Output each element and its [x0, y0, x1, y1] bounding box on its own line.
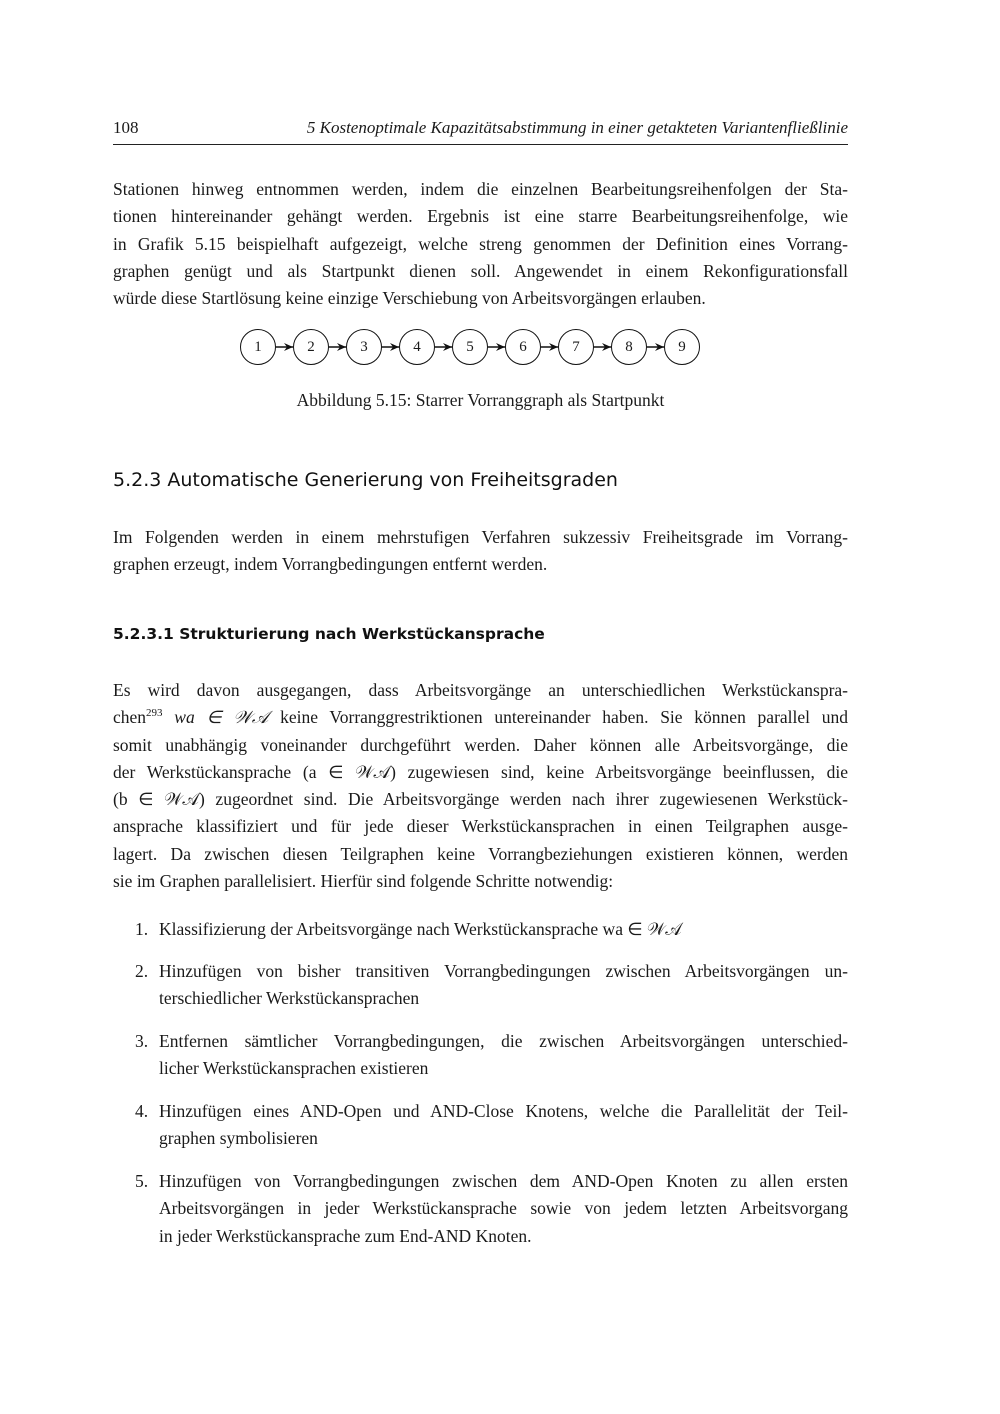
list-number: 5. [135, 1171, 149, 1191]
text-line: Klassifizierung der Arbeitsvorgänge nach Werkstückansprache wa ∈ 𝒲𝒜 [159, 919, 682, 939]
text-line: Hinzufügen von Vorrangbedingungen zwischen dem AND-Open Knoten zu allen ersten [159, 1171, 848, 1191]
text-line: (b ∈ 𝒲𝒜) zugeordnet sind. Die Arbeitsvorgänge werden nach ihrer zugewiesenen Werkstück- [113, 789, 848, 810]
graph-node: 4 [399, 329, 435, 365]
text-line: Hinzufügen eines AND-Open und AND-Close Knotens, welche die Parallelität der Teil- [159, 1101, 848, 1121]
text-line: sie im Graphen parallelisiert. Hierfür sind folgende Schritte notwendig: [113, 871, 614, 892]
running-title: 5 Kostenoptimale Kapazitätsabstimmung in einer getakteten Variantenfließlinie [306, 118, 848, 137]
text-line: Stationen hinweg entnommen werden, indem die einzelnen Bearbeitungsreihenfolgen der Sta- [113, 179, 848, 199]
text-line: würde diese Startlösung keine einzige Verschiebung von Arbeitsvorgängen erlauben. [113, 288, 706, 309]
math-fragment: wa ∈ 𝒲𝒜 [162, 707, 269, 728]
graph-node: 3 [346, 329, 382, 365]
text-line: der Werkstückansprache (a ∈ 𝒲𝒜) zugewiesen sind, keine Arbeitsvorgänge beeinflussen, die [113, 761, 848, 782]
list-number: 1. [135, 919, 149, 939]
graph-node: 6 [505, 329, 541, 365]
graph-node: 1 [240, 329, 276, 365]
list-text [159, 958, 848, 1013]
page-header [113, 116, 848, 145]
figure-caption: Abbildung 5.15: Starrer Vorranggraph als Startpunkt [296, 390, 665, 410]
list-number: 3. [135, 1031, 149, 1051]
list-number: 4. [135, 1101, 149, 1121]
text-line: in Grafik 5.15 beispielhaft aufgezeigt, welche streng genommen der Definition eines Vorrang- [113, 233, 848, 254]
graph-node: 2 [293, 329, 329, 365]
text-line: Arbeitsvorgängen in jeder Werkstückansprache sowie von jedem letzten Arbeitsvorgang [159, 1198, 848, 1219]
text-line: in jeder Werkstückansprache zum End-AND Knoten. [159, 1225, 532, 1246]
text-fragment: chen [113, 707, 147, 728]
text-line: licher Werkstückansprachen existieren [159, 1058, 429, 1079]
list-text [159, 1028, 848, 1083]
text-line: terschiedlicher Werkstückansprachen [159, 988, 420, 1009]
text-line: lagert. Da zwischen diesen Teilgraphen keine Vorrangbeziehungen existieren können, werden [113, 843, 848, 864]
list-text [159, 1098, 848, 1153]
graph-node: 7 [558, 329, 594, 365]
text-line: Entfernen sämtlicher Vorrangbedingungen, die zwischen Arbeitsvorgängen unterschied- [159, 1031, 848, 1051]
text-line: graphen symbolisieren [159, 1128, 318, 1149]
text-line: somit unabhängig voneinander durchgeführt werden. Daher können alle Arbeitsvorgänge, die [113, 734, 848, 755]
section-paragraph [113, 524, 848, 579]
text-line: graphen genügt und als Startpunkt dienen soll. Angewendet in einem Rekonfigurationsfall [113, 260, 848, 281]
text-fragment: keine Vorranggrestriktionen untereinander haben. Sie können parallel und [268, 707, 849, 728]
text-line: ansprache klassifiziert und für jede dieser Werkstückansprachen in einen Teilgraphen ausge- [113, 816, 848, 837]
subsection-paragraph [113, 677, 848, 895]
graph-node: 5 [452, 329, 488, 365]
subsection-heading: 5.2.3.1 Strukturierung nach Werkstückansprache [113, 625, 545, 643]
precedence-graph-figure [240, 329, 710, 369]
graph-node: 8 [611, 329, 647, 365]
page-number: 108 [113, 118, 139, 137]
text-line: Hinzufügen von bisher transitiven Vorrangbedingungen zwischen Arbeitsvorgängen un- [159, 961, 848, 981]
text-line: Es wird davon ausgegangen, dass Arbeitsvorgänge an unterschiedlichen Werkstückanspra- [113, 680, 848, 700]
list-text [159, 1168, 848, 1250]
list-number: 2. [135, 961, 149, 981]
list-text [159, 916, 848, 943]
text-line: tionen hintereinander gehängt werden. Ergebnis ist eine starre Bearbeitungsreihenfolge, wie [113, 206, 848, 227]
text-line: graphen erzeugt, indem Vorrangbedingungen entfernt werden. [113, 554, 548, 575]
intro-paragraph [113, 176, 848, 312]
text-line-with-footnote [113, 704, 848, 731]
graph-node: 9 [664, 329, 700, 365]
footnote-marker[interactable]: 293 [146, 707, 163, 720]
section-heading: 5.2.3 Automatische Generierung von Freiheitsgraden [113, 469, 618, 491]
text-line: Im Folgenden werden in einem mehrstufigen Verfahren sukzessiv Freiheitsgrade im Vorrang- [113, 527, 848, 547]
